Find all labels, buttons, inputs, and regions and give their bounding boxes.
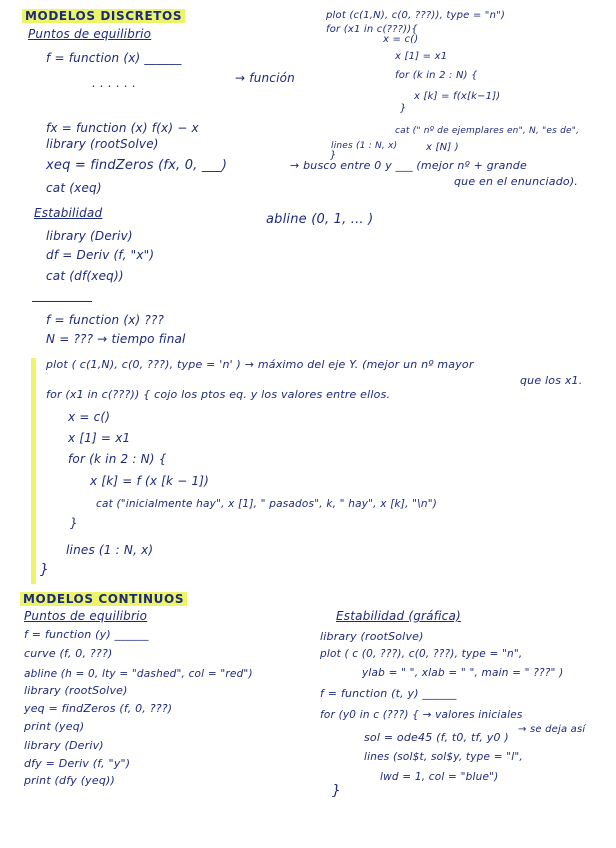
note-line: f = function (x) ???: [46, 313, 165, 327]
note-line: que en el enunciado).: [454, 175, 579, 188]
note-line: x = c(): [68, 410, 111, 424]
subtitle-estabilidad-grafica: Estabilidad (gráfica): [336, 609, 461, 623]
note-line: cat (" nº de ejemplares en", N, "es de",: [395, 126, 580, 136]
note-line: cat (xeq): [46, 181, 102, 195]
note-line: ylab = " ", xlab = " ", main = " ???" ): [362, 667, 564, 679]
note-line: library (rootSolve): [46, 137, 159, 151]
note-line: for (y0 in c (???) { → valores iniciales: [320, 709, 523, 721]
note-line: f = function (t, y) ______: [320, 687, 457, 700]
note-line: dfy = Deriv (f, "y"): [24, 757, 131, 770]
note-line: que los x1.: [520, 374, 583, 387]
note-line: df = Deriv (f, "x"): [46, 248, 155, 262]
note-line: abline (0, 1, ... ): [266, 212, 374, 227]
note-line: sol = ode45 (f, t0, tf, y0 ): [364, 731, 509, 744]
note-line: library (rootSolve): [320, 630, 424, 643]
note-line: library (rootSolve): [24, 684, 128, 697]
note-line: for (k in 2 : N) {: [395, 70, 478, 81]
note-line: cat ("inicialmente hay", x [1], " pasados", k, " hay", x [k], "\n"): [96, 498, 438, 510]
note-line: plot ( c(1,N), c(0, ???), type = 'n' ) → máximo del eje Y. (mejor un nº mayor: [46, 358, 474, 371]
note-line: xeq = findZeros (fx, 0, ___): [46, 158, 228, 173]
divider: [32, 301, 92, 302]
note-line: lines (1 : N, x): [331, 141, 398, 151]
note-line: N = ??? → tiempo final: [46, 332, 186, 346]
subtitle-estabilidad: Estabilidad: [34, 206, 103, 220]
note-line: → función: [235, 71, 295, 85]
note-line: cat (df(xeq)): [46, 269, 124, 283]
note-line: }: [330, 150, 337, 161]
note-line: }: [332, 783, 342, 799]
note-line: plot ( c (0, ???), c(0, ???), type = "n",: [320, 648, 523, 660]
note-line: x [k] = f (x [k − 1]): [90, 474, 210, 488]
note-line: for (x1 in c(???)) { cojo los ptos eq. y los valores entre ellos.: [46, 388, 391, 401]
note-line: f = function (y) ______: [24, 628, 149, 641]
note-line: }: [70, 516, 78, 530]
note-line: print (yeq): [24, 720, 85, 733]
note-line: abline (h = 0, lty = "dashed", col = "red"): [24, 668, 253, 680]
note-line: for (k in 2 : N) {: [68, 452, 167, 466]
note-line: → busco entre 0 y ___ (mejor nº + grande: [290, 159, 527, 172]
note-line: x [k] = f(x[k−1]): [414, 91, 501, 102]
note-line: lines (1 : N, x): [66, 543, 154, 557]
note-line: }: [40, 562, 50, 578]
note-line: plot (c(1,N), c(0, ???)), type = "n"): [326, 10, 506, 21]
note-line: → se deja así: [518, 724, 586, 735]
note-line: f = function (x) ______: [46, 51, 182, 65]
section-title-continuos: MODELOS CONTINUOS: [20, 592, 187, 606]
highlight-bracket: [31, 358, 36, 584]
note-line: lwd = 1, col = "blue"): [380, 771, 499, 783]
note-line: lines (sol$t, sol$y, type = "l",: [364, 751, 523, 763]
note-line: library (Deriv): [46, 229, 133, 243]
note-line: fx = function (x) f(x) − x: [46, 121, 199, 135]
section-title-discretos: MODELOS DISCRETOS: [22, 9, 185, 23]
subtitle-puntos-equilibrio-continuos: Puntos de equilibrio: [24, 609, 148, 623]
note-line: }: [400, 103, 407, 114]
note-line: x [1] = x1: [395, 51, 448, 62]
subtitle-puntos-equilibrio: Puntos de equilibrio: [28, 27, 152, 41]
note-line: print (dfy (yeq)): [24, 774, 116, 787]
note-line: library (Deriv): [24, 739, 104, 752]
note-line: yeq = findZeros (f, 0, ???): [24, 702, 173, 715]
note-line: x [N] ): [426, 142, 459, 153]
note-line: x [1] = x1: [68, 431, 131, 445]
note-line: . . . . . .: [92, 76, 137, 90]
note-line: for (x1 in c(???)){: [326, 24, 418, 35]
note-line: x = c(): [383, 34, 419, 45]
note-line: curve (f, 0, ???): [24, 647, 113, 660]
